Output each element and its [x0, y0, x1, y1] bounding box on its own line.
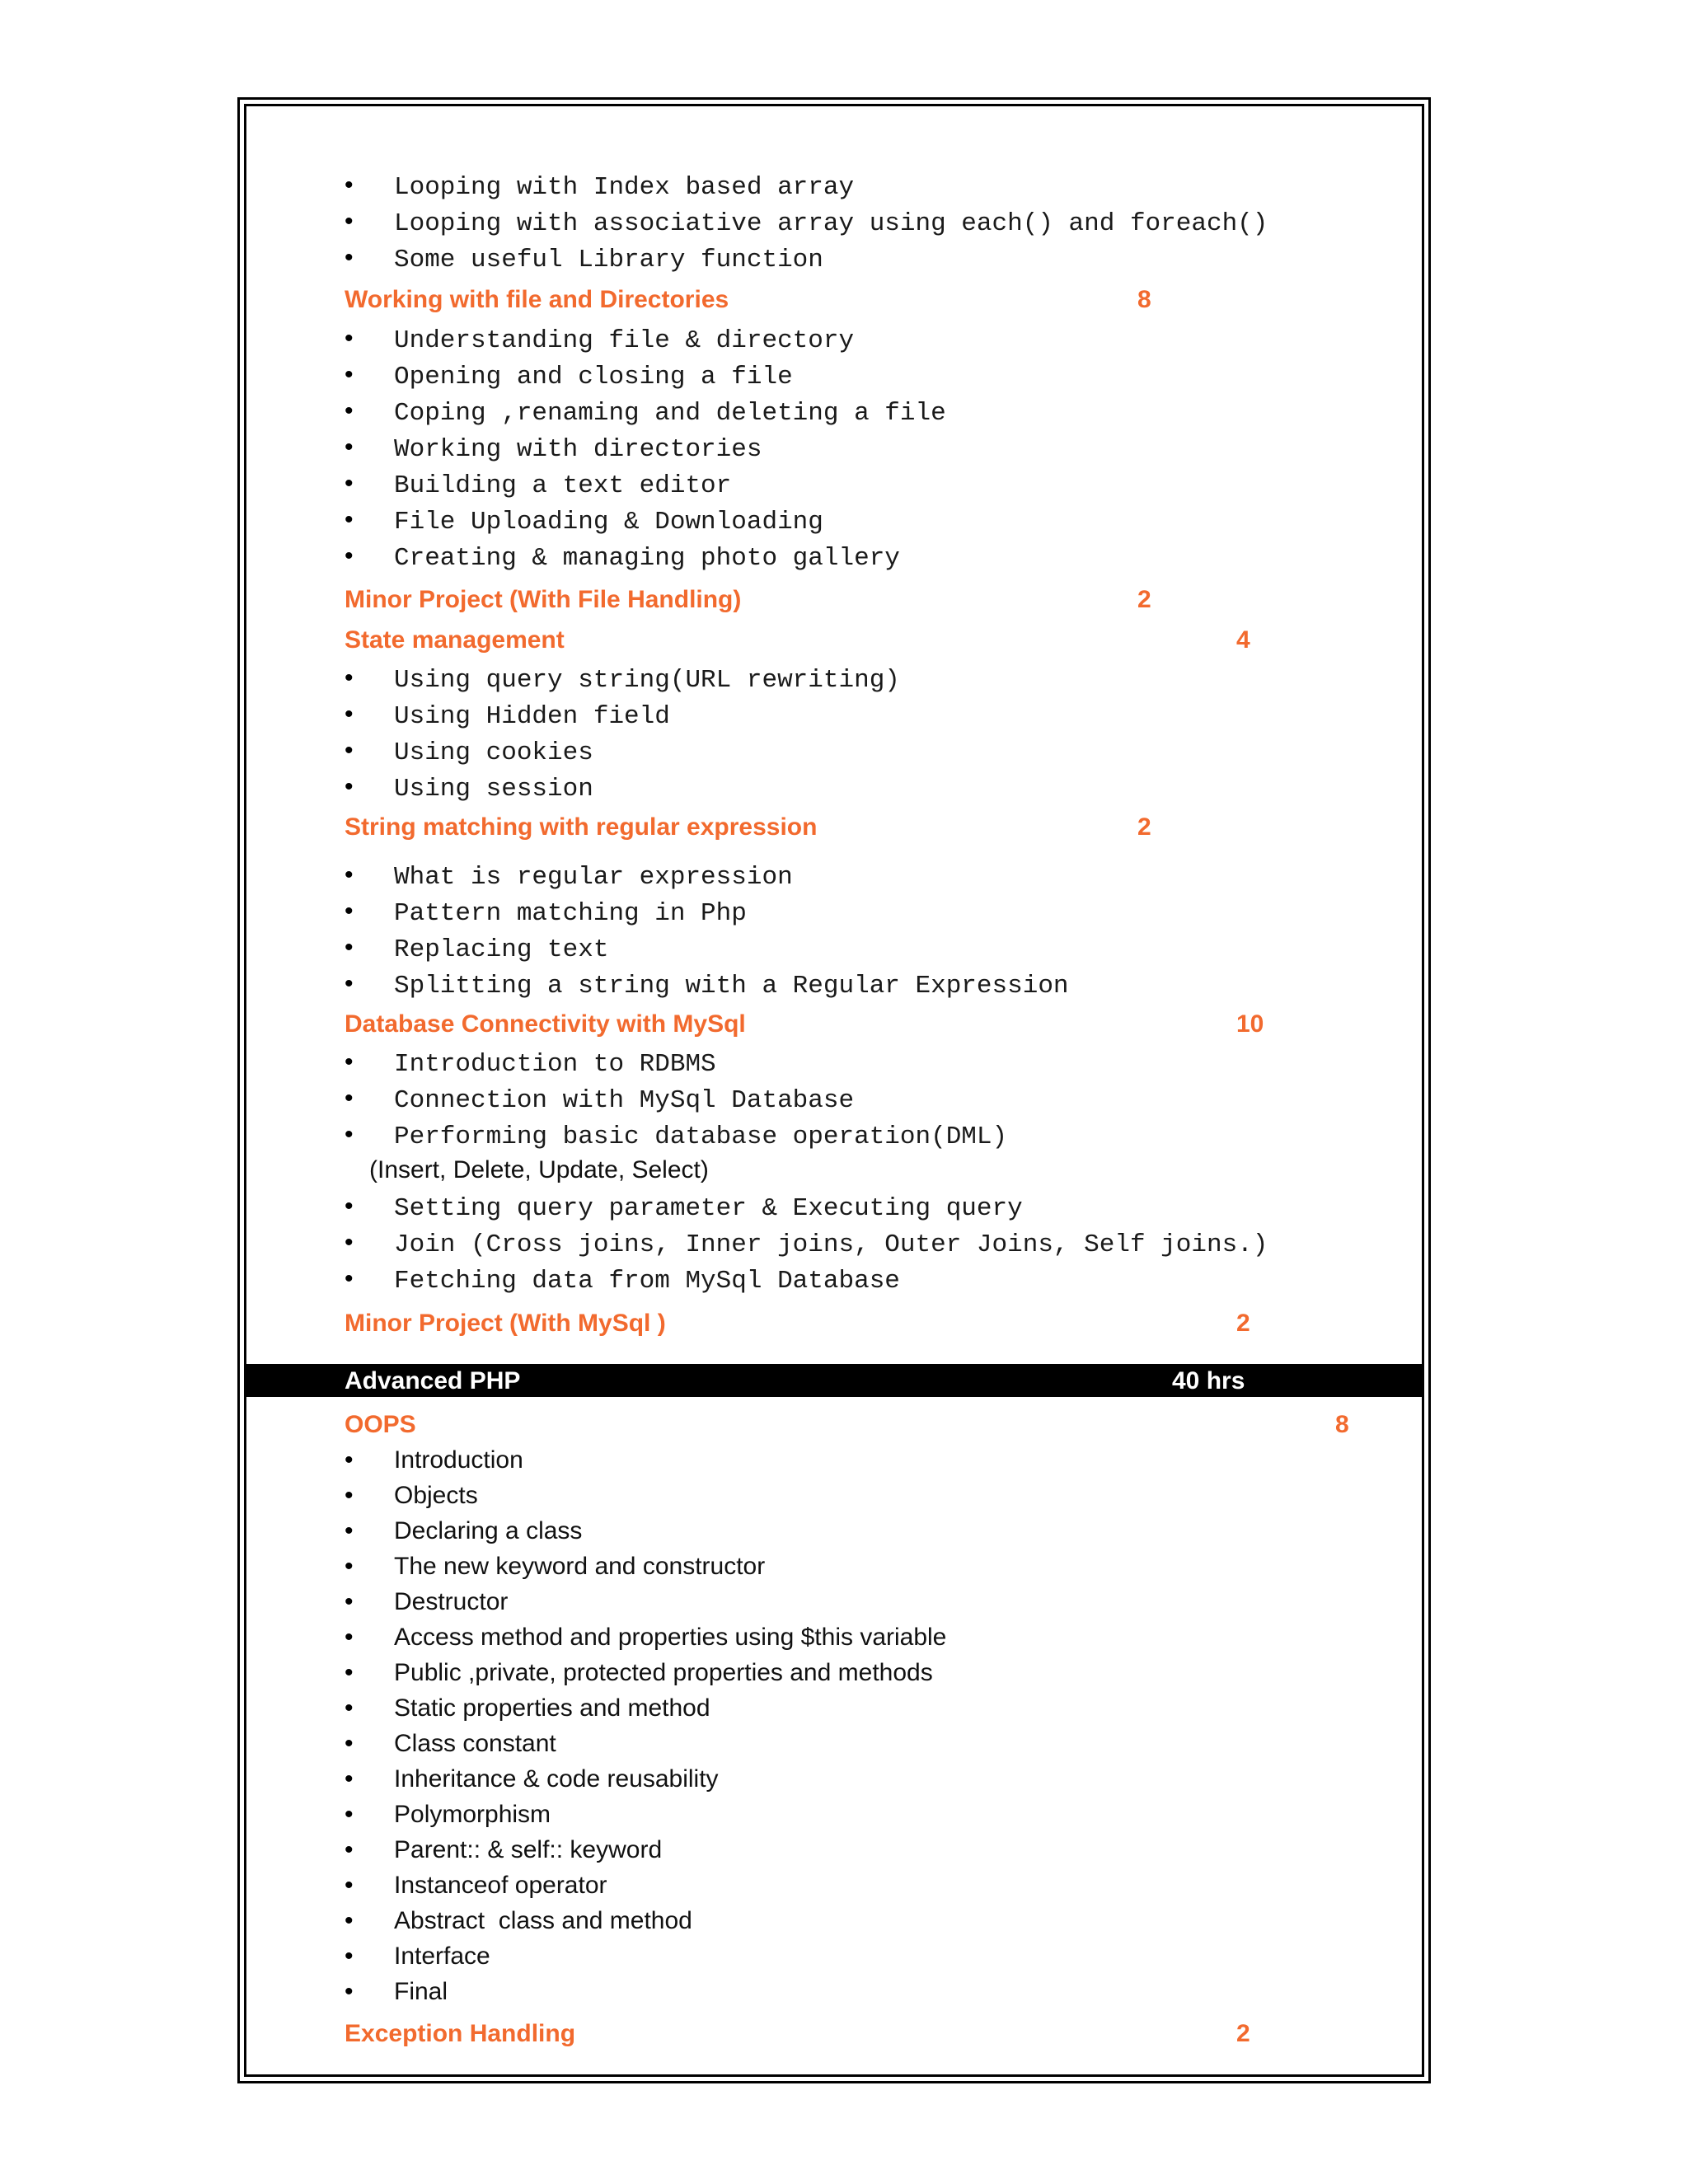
bullet: • [345, 470, 354, 497]
bullet: • [345, 1446, 354, 1474]
list-item: Using query string(URL rewriting) [394, 666, 900, 695]
list-item: Introduction [394, 1446, 523, 1474]
section-hours-oops: 8 [1335, 1411, 1349, 1438]
bullet: • [345, 1624, 354, 1651]
bullet: • [345, 1694, 354, 1722]
bullet: • [345, 1553, 354, 1580]
db-dml-note: (Insert, Delete, Update, Select) [369, 1156, 709, 1183]
bullet: • [345, 898, 354, 925]
list-item: Polymorphism [394, 1801, 551, 1828]
list-item: Instanceof operator [394, 1872, 607, 1899]
bullet: • [345, 1121, 354, 1148]
bullet: • [345, 970, 354, 997]
section-hours-files: 8 [1137, 286, 1151, 313]
list-item: File Uploading & Downloading [394, 508, 823, 537]
bullet: • [345, 1943, 354, 1970]
bullet: • [345, 861, 354, 888]
list-item: Performing basic database operation(DML) [394, 1122, 1008, 1151]
list-item: Using session [394, 775, 593, 804]
bullet: • [345, 1048, 354, 1076]
bullet: • [345, 1517, 354, 1544]
bullet: • [345, 244, 354, 271]
section-hours-db: 10 [1236, 1010, 1264, 1038]
list-item: Access method and properties using $this variable [394, 1624, 947, 1651]
section-heading-files: Working with file and Directories [345, 286, 729, 313]
bullet: • [345, 1801, 354, 1828]
bullet: • [345, 1765, 354, 1793]
list-item: Coping ,renaming and deleting a file [394, 399, 946, 428]
bullet: • [345, 1836, 354, 1863]
list-item: Final [394, 1978, 448, 2005]
list-item: Splitting a string with a Regular Expression [394, 972, 1069, 1001]
list-item: Public ,private, protected properties and methods [394, 1659, 933, 1686]
bullet: • [345, 171, 354, 199]
bullet: • [345, 1659, 354, 1686]
list-item: Replacing text [394, 935, 609, 964]
list-item: The new keyword and constructor [394, 1553, 766, 1580]
bullet: • [345, 434, 354, 461]
list-item: Looping with associative array using each() and foreach() [394, 209, 1268, 238]
section-hours-state: 4 [1236, 626, 1250, 654]
bullet: • [345, 397, 354, 424]
advanced-php-hours: 40 hrs [1172, 1367, 1245, 1394]
list-item: Introduction to RDBMS [394, 1050, 716, 1079]
bullet: • [345, 208, 354, 235]
list-item: Creating & managing photo gallery [394, 544, 900, 573]
bullet: • [345, 1978, 354, 2005]
section-hours-minor-file: 2 [1137, 586, 1151, 613]
bullet: • [345, 1085, 354, 1112]
list-item: Destructor [394, 1588, 509, 1615]
list-item: What is regular expression [394, 863, 793, 892]
section-hours-regex: 2 [1137, 813, 1151, 841]
bullet: • [345, 664, 354, 691]
bullet: • [345, 773, 354, 800]
section-heading-minor-mysql: Minor Project (With MySql ) [345, 1310, 666, 1337]
bullet: • [345, 361, 354, 388]
section-heading-exception: Exception Handling [345, 2020, 576, 2047]
list-item: Interface [394, 1943, 490, 1970]
advanced-php-title: Advanced PHP [345, 1367, 521, 1394]
bullet: • [345, 542, 354, 569]
section-heading-db: Database Connectivity with MySql [345, 1010, 746, 1038]
list-item: Pattern matching in Php [394, 899, 747, 928]
list-item: Fetching data from MySql Database [394, 1267, 900, 1296]
section-heading-regex: String matching with regular expression [345, 813, 818, 841]
list-item: Declaring a class [394, 1517, 583, 1544]
bullet: • [345, 1265, 354, 1292]
list-item: Understanding file & directory [394, 326, 855, 355]
list-item: Working with directories [394, 435, 762, 464]
list-item: Using cookies [394, 738, 593, 767]
list-item: Using Hidden field [394, 702, 670, 731]
list-item: Static properties and method [394, 1694, 710, 1722]
bullet: • [345, 934, 354, 961]
list-item: Class constant [394, 1730, 556, 1757]
list-item: Connection with MySql Database [394, 1086, 855, 1115]
bullet: • [345, 325, 354, 352]
section-hours-minor-mysql: 2 [1236, 1310, 1250, 1337]
list-item: Join (Cross joins, Inner joins, Outer Joins, Self joins.) [394, 1230, 1268, 1259]
bullet: • [345, 1872, 354, 1899]
section-heading-state: State management [345, 626, 565, 654]
bullet: • [345, 737, 354, 764]
list-item: Setting query parameter & Executing query [394, 1194, 1023, 1223]
list-item: Abstract class and method [394, 1907, 692, 1934]
bullet: • [345, 1730, 354, 1757]
list-item: Some useful Library function [394, 246, 823, 274]
bullet: • [345, 1193, 354, 1220]
bullet: • [345, 1229, 354, 1256]
section-heading-oops: OOPS [345, 1411, 416, 1438]
bullet: • [345, 1907, 354, 1934]
bullet: • [345, 1482, 354, 1509]
bullet: • [345, 1588, 354, 1615]
list-item: Looping with Index based array [394, 173, 855, 202]
list-item: Opening and closing a file [394, 363, 793, 391]
section-hours-exception: 2 [1236, 2020, 1250, 2047]
bullet: • [345, 506, 354, 533]
list-item: Inheritance & code reusability [394, 1765, 719, 1793]
list-item: Objects [394, 1482, 478, 1509]
bullet: • [345, 701, 354, 728]
section-heading-minor-file: Minor Project (With File Handling) [345, 586, 742, 613]
list-item: Parent:: & self:: keyword [394, 1836, 663, 1863]
list-item: Building a text editor [394, 471, 732, 500]
